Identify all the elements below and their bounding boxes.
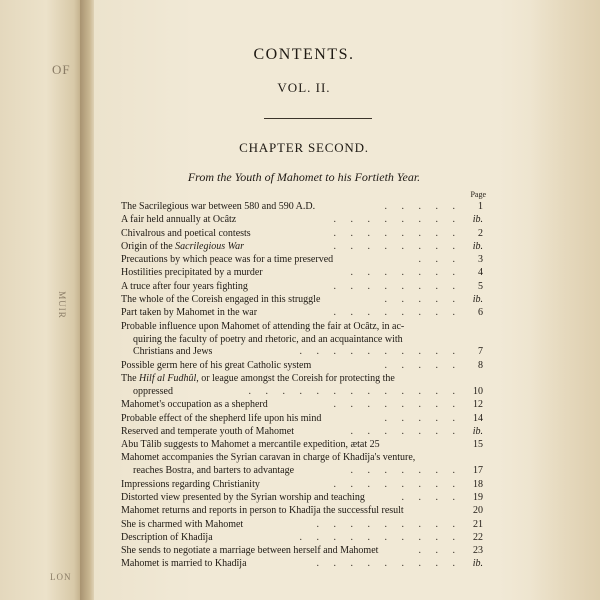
entry-text: A fair held annually at Ocâtz xyxy=(121,214,237,226)
chapter-heading: CHAPTER SECOND. xyxy=(239,140,369,155)
list-item: Probable effect of the shepherd life upon his mind . . . . . 14 xyxy=(121,412,483,424)
entry-page: 1 xyxy=(478,201,483,212)
entry-text: A truce after four years fighting xyxy=(121,280,248,292)
entry-page: 20 xyxy=(473,505,483,517)
entry-text-continued: quiring the faculty of poetry and rhetoric, and an acquaintance with xyxy=(133,333,403,345)
list-item xyxy=(121,439,483,452)
entry-page: 22 xyxy=(473,531,483,543)
entry-text: The Sacrilegious war between 580 and 590 A.D. xyxy=(121,201,316,212)
list-item: Chivalrous and poetical contests . . . . . . . . 2 xyxy=(121,227,483,239)
entry-page: 19 xyxy=(473,491,483,503)
list-item: Mahomet's occupation as a shepherd . . . . . . . . 12 xyxy=(121,399,483,411)
entry-text: Mahomet's occupation as a shepherd xyxy=(121,399,268,411)
entry-page: 15 xyxy=(473,439,483,451)
entry-page: 17 xyxy=(473,465,483,477)
list-item: A truce after four years fighting . . . . . . . . 5 xyxy=(121,280,483,292)
list-item: Part taken by Mahomet in the war . . . . . . . . 6 xyxy=(121,307,483,319)
left-page-ghost-text: OF xyxy=(52,62,71,77)
list-item: Origin of the Sacrilegious War . . . . . . . . ib. xyxy=(121,240,483,252)
list-item: Reserved and temperate youth of Mahomet . . . . . . . ib. xyxy=(121,425,483,437)
entry-page: 5 xyxy=(478,280,483,292)
page-column-label: Page xyxy=(470,190,486,199)
list-item: A fair held annually at Ocâtz . . . . . . . . ib. xyxy=(121,214,483,226)
entry-page: 7 xyxy=(478,346,483,358)
list-item: The Hilf al Fudhûl, or league amongst the Coreish for protecting the oppressed . . . . . . . . . . . . . 10 xyxy=(121,373,483,397)
entry-page: ib. xyxy=(472,558,483,570)
entry-page: 10 xyxy=(473,385,483,397)
entry-page: 18 xyxy=(473,478,483,490)
entry-text: The whole of the Coreish engaged in this struggle xyxy=(121,294,321,306)
entry-page: 2 xyxy=(478,227,483,239)
page-edge-shading xyxy=(530,0,600,600)
list-item: She sends to negotiate a marriage between herself and Mahomet . . . 23 xyxy=(121,545,483,557)
entry-page: 23 xyxy=(473,545,483,557)
left-facing-page xyxy=(0,0,84,600)
chapter-subtitle: From the Youth of Mahomet to his Fortieth Year. xyxy=(187,170,421,184)
left-page-ghost-text: LON xyxy=(50,572,72,582)
entry-text-continued: Christians and Jews xyxy=(133,346,213,358)
entry-text: Description of Khadîja xyxy=(121,531,213,543)
entry-page: ib. xyxy=(472,294,483,306)
entry-text: Part taken by Mahomet in the war xyxy=(121,307,258,319)
entry-page: 14 xyxy=(473,412,483,424)
title-divider xyxy=(264,118,372,119)
entry-text: Precautions by which peace was for a time preserved xyxy=(121,254,334,266)
list-item: Hostilities precipitated by a murder . . . . . . . 4 xyxy=(121,267,483,279)
list-item: Possible germ here of his great Catholic system . . . . . 8 xyxy=(121,359,483,371)
entry-text: Origin of the Sacrilegious War xyxy=(121,240,244,252)
entry-text: Probable influence upon Mahomet of attending the fair at Ocâtz, in ac- xyxy=(121,320,405,332)
entry-text: Impressions regarding Christianity xyxy=(121,478,260,490)
volume-label: VOL. II. xyxy=(277,80,331,95)
entry-page: 12 xyxy=(473,399,483,411)
entry-text: The Hilf al Fudhûl, or league amongst the Coreish for protecting the xyxy=(121,373,395,385)
entry-text: Mahomet returns and reports in person to Khadîja the successful result xyxy=(121,505,404,517)
list-item: Description of Khadîja . . . . . . . . . . 22 xyxy=(121,531,483,543)
list-item: Probable influence upon Mahomet of attending the fair at Ocâtz, in ac- quiring the faculty of poetry and rhetoric, and an acquaintance with Christians and Jews . . . . . . . . . . 7 xyxy=(121,320,483,358)
entry-text: Hostilities precipitated by a murder xyxy=(121,267,263,279)
entry-page: ib. xyxy=(472,214,483,226)
entry-page: 21 xyxy=(473,518,483,530)
list-item: Mahomet accompanies the Syrian caravan in charge of Khadîja's venture, reaches Bostra, and barters to advantage . . . . . . . 17 xyxy=(121,452,483,477)
list-item: She is charmed with Mahomet . . . . . . . . . 21 xyxy=(121,518,483,530)
list-item xyxy=(121,505,483,518)
entry-text: Mahomet is married to Khadîja xyxy=(121,558,247,570)
entry-text: Probable effect of the shepherd life upon his mind xyxy=(121,412,322,424)
entry-text-continued: oppressed xyxy=(133,385,173,397)
entry-text: Mahomet accompanies the Syrian caravan in charge of Khadîja's venture, xyxy=(121,452,416,464)
list-item: Distorted view presented by the Syrian worship and teaching . . . . 19 xyxy=(121,491,483,503)
page-title: CONTENTS. xyxy=(253,46,355,63)
entry-text-continued: reaches Bostra, and barters to advantage xyxy=(133,465,295,477)
entry-text: She is charmed with Mahomet xyxy=(121,518,244,530)
list-item: Precautions by which peace was for a time preserved . . . 3 xyxy=(121,254,483,266)
entry-text: Distorted view presented by the Syrian worship and teaching xyxy=(121,491,365,503)
left-page-ghost-text: MUIR xyxy=(56,291,67,319)
entry-page: 3 xyxy=(478,254,483,266)
entry-page: ib. xyxy=(472,425,483,437)
entry-page: 6 xyxy=(478,307,483,319)
list-item: Mahomet is married to Khadîja . . . . . . . . . ib. xyxy=(121,558,483,570)
entry-page: ib. xyxy=(472,240,483,252)
list-item: Impressions regarding Christianity . . . . . . . . 18 xyxy=(121,478,483,490)
contents-page xyxy=(94,0,600,600)
entry-text: Reserved and temperate youth of Mahomet xyxy=(121,425,294,437)
list-item: The whole of the Coreish engaged in this struggle . . . . . ib. xyxy=(121,294,483,306)
entry-text: She sends to negotiate a marriage between herself and Mahomet xyxy=(121,545,379,557)
entry-text: Chivalrous and poetical contests xyxy=(121,227,251,239)
entry-page: 8 xyxy=(478,359,483,371)
contents-list xyxy=(121,201,483,572)
entry-text: Abu Tâlib suggests to Mahomet a mercantile expedition, ætat 25 xyxy=(121,439,380,451)
list-item: The Sacrilegious war between 580 and 590 A.D. . . . . . 1 xyxy=(121,201,483,212)
entry-page: 4 xyxy=(478,267,483,279)
entry-text: Possible germ here of his great Catholic system xyxy=(121,359,312,371)
